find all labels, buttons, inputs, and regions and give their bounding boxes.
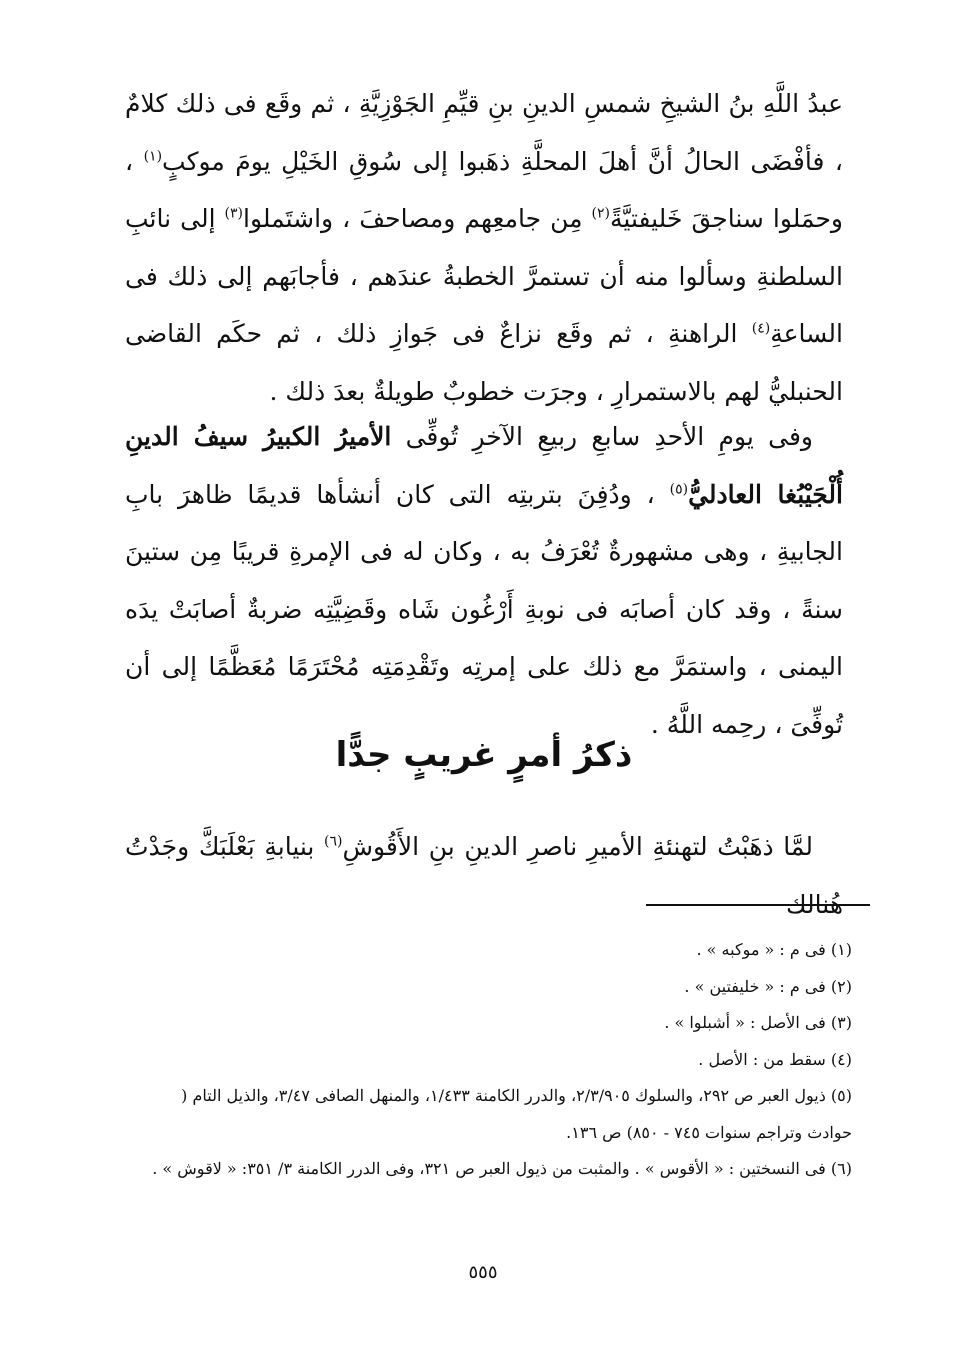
footnote-6: (٦) فى النسختين : « الأقوس » . والمثبت من ذيول العبر ص ٣٢١، وفى الدرر الكامنة ٣/ ٣٥١: « لاقوش » . (152, 1159, 852, 1178)
footnote-ref-6: (٦) (324, 833, 343, 850)
paragraph-1-text-4: إلى نائبِ السلطنةِ وسألوا منه أن تستمرَّ الخطبةُ عندَهم ، فأجابَهم إلى ذلك فى الساعةِ (125, 204, 843, 348)
amir-name-bold: الأميرُ الكبيرُ سيفُ الدينِ أُلْجَيْبُغا العادليُّ (125, 422, 843, 509)
footnote-2: (٢) فى م : « خليفتين » . (684, 976, 852, 996)
page-number: ٥٥٥ (468, 1262, 498, 1283)
footnote-3: (٣) فى الأصل : « أشبلوا » . (664, 1013, 852, 1032)
paragraph-1-text-5: الراهنةِ ، ثم وقَع نزاعٌ فى جَوازِ ذلك ، ثم حكَم القاضى الحنبليُّ لهم بالاستمرارِ ، وجرَت خطوبٌ طويلةٌ بعدَ ذلك . (125, 319, 843, 406)
paragraph-1 (125, 75, 843, 420)
footnote-ref-5: (٥) (669, 481, 689, 498)
paragraph-2-text-2: ، ودُفِنَ بتربتِه التى كان أنشأها قديمًا ظاهرَ بابِ الجابيةِ ، وهى مشهورةٌ تُعْرَفُ به ، وكان له فى الإمرةِ قريبًا مِن ستينَ سنةً ، وقد كان أصابَه فى نوبةِ أَرْغُون شَاه وقَضِيَّتِه ضربةٌ أصابَتْ يدَه اليمنى ، واستمَرَّ مع ذلك على إمرتِه وتَقْدِمَتِه مُحْتَرَمًا مُعَظَّمًا إلى أن تُوفِّىَ ، رحِمه اللَّهُ . (125, 479, 843, 739)
footnote-1: (١) فى م : « موكبه » . (696, 940, 852, 959)
paragraph-2-text-1: وفى يومِ الأحدِ سابعِ ربيعِ الآخرِ تُوفِّى (391, 422, 813, 451)
paragraph-1-text-2: ، وحمَلوا سناجقَ خَليفتيَّةً (125, 146, 843, 233)
paragraph-1-text-3: مِن جامعِهم ومصاحفَ ، واشتَملوا (243, 204, 592, 233)
footnote-ref-4: (٤) (751, 320, 771, 337)
paragraph-3 (125, 818, 843, 933)
footnote-ref-2: (٢) (591, 205, 610, 222)
footnote-ref-3: (٣) (224, 205, 244, 222)
footnote-4: (٤) سقط من : الأصل . (698, 1049, 852, 1069)
paragraph-2 (125, 408, 843, 753)
paragraph-3-text-2: بنيابةِ بَعْلَبَكَّ وجَدْتُ هُنالك (125, 832, 843, 919)
footnote-5: (٥) ذيول العبر ص ٢٩٢، والسلوك ٢/٣/٩٠٥، والدرر الكامنة ١/٤٣٣، والمنهل الصافى ٣/٤٧، والذيل التام ( حوادث وتراجم سنوات ٧٤٥ - ٨٥٠) ص ١٣٦. (181, 1086, 852, 1142)
footnote-ref-1: (١) (143, 148, 163, 165)
footnote-divider (646, 904, 870, 906)
paragraph-3-text-1: لمَّا ذهَبْتُ لتهنئةِ الأميرِ ناصرِ الدينِ بنِ الأَقُوشِ (342, 832, 813, 861)
footnotes (140, 932, 852, 1188)
section-heading: ذكرُ أمرٍ غريبٍ جدًّا (335, 735, 633, 775)
paragraph-1-text-1: عبدُ اللَّهِ بنُ الشيخِ شمسِ الدينِ بنِ قيِّمِ الجَوْزِيَّةِ ، ثم وقَع فى ذلك كلامٌ ، فأفْضَى الحالُ أنَّ أهلَ المحلَّةِ ذهَبوا إلى سُوقِ الخَيْلِ يومَ موكبٍ (125, 89, 844, 176)
